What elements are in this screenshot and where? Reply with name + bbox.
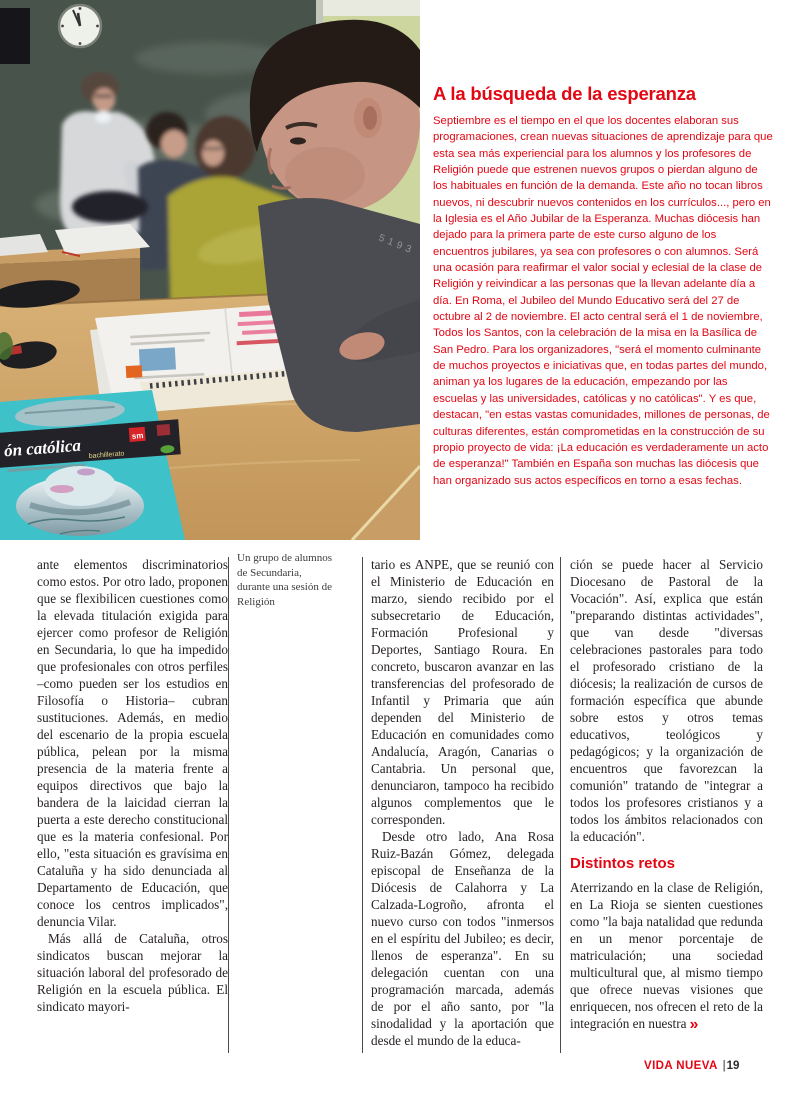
wall-speaker: [0, 8, 30, 64]
subhead-distintos-retos: Distintos retos: [570, 855, 676, 872]
column3-paragraph-2: Aterrizando en la clase de Religión, en La Rioja se sienten cuestiones como "la baja natalidad que redunda en un menor porcentaje de matriculación; una sociedad multicultural que, al mismo tiempo que ofrece nuevas visiones que enriquecen, nos ofrecen el reto de la integración en nuestra »: [570, 879, 763, 1033]
column2-paragraph-2: Desde otro lado, Ana Rosa Ruiz-Bazán Gómez, delegada episcopal de Enseñanza de la Diócesis de Calahorra y La Calzada-Logroño, afronta el nuevo curso con todos "inmersos en el espíritu del Jubileo; es decir, llenos de esperanza". En su delegación cuentan con una programación marcada, además de por el año santo, por "la sinodalidad y la aportación que desde el mundo de la educa-: [371, 829, 554, 1048]
clock-icon: [59, 5, 101, 47]
book-title: ón católica: [3, 435, 82, 461]
body-column-3: [570, 556, 763, 1033]
intro-body: Septiembre es el tiempo en el que los docentes elaboran sus programaciones, crean nuevas situaciones de aprendizaje para que esta sea más experiencial para los alumnos y los profesores de Religión puede que estrenen nuevos grupos o pierdan alguno de los habituales en función de la demanda. Este año no tocan libros nuevos, ni descubrir nuevos contenidos en los currículos..., pero en la Iglesia es el Año Jubilar de la Esperanza. Muchas diócesis han dejado para la primera parte de este curso alguno de los encuentros jubilares, ya sea con profesores o con alumnos. Será una ocasión para reafirmar el valor social y eclesial de la clase de Religión y reivindicar a las personas que la llevan adelante día a día. En Roma, el Jubileo del Mundo Educativo será del 27 de octubre al 2 de noviembre. El acto central será el 1 de noviembre, Todos los Santos, con la celebración de la misa en la Basílica de San Pedro. Para los organizadores, "será el momento culminante de muchos proyectos e iniciativas que, en todas partes del mundo, animan ya los lugares de la educación, empezando por las escuelas y las universidades, católicas y no católicas". Y es que, destacan, "en estas vastas comunidades, millones de personas, de culturas diferentes, están comprometidas en la construcción de su propio proyecto de vida: ¡La educación es verdaderamente un acto de esperanza!" También en España son muchas las diócesis que han organizado sus actos específicos en torno a esas fechas.: [433, 114, 773, 487]
column1-paragraph-1: ante elementos discriminatorios como estos. Por otro lado, proponen que se flexibilicen cuestiones como la elevada titulación exigida para ejercer como profesor de Religión en Secundaria, lo que ha impedido que profesionales con otros perfiles –como pueden ser los estudios en Filosofía o Historia– cubran sustituciones. Además, en medio del escenario de la propia escuela pública, pelean por la misma presencia de la materia frente a equipos directivos que bajo la bandera de la laicidad cierran la puerta a este derecho constitucional que es la materia confesional. Por ello, "esta situación es gravísima en Cataluña y ha sido denunciada al Departamento de Educación, que conoce los centros implicados", denuncia Vilar.: [37, 557, 228, 929]
column-rule: [362, 557, 363, 1053]
intro-section: [433, 84, 773, 489]
body-column-1: [37, 556, 228, 1015]
classroom-photo: [0, 0, 420, 540]
book-subtitle: bachillerato: [88, 450, 125, 461]
column2-paragraph-1: tario es ANPE, que se reunió con el Ministerio de Educación en marzo, siendo recibido por el subsecretario de Educación, Formación Profesional y Deportes, Santiago Roura. En concreto, buscaron avanzar en las transferencias del profesorado de Infantil y Primaria que aún dependen del Ministerio de Educación en comunidades como Andalucía, Aragón, Canarias o Cantabria. Un personal que, denunciaron, tampoco ha recibido algunos complementos que le corresponden.: [371, 557, 554, 827]
svg-text:sm: sm: [131, 430, 144, 441]
sweater-print: 5193: [376, 232, 417, 258]
continuation-arrow-icon: »: [689, 1015, 697, 1033]
classroom-photo-art: [0, 0, 420, 540]
column3-paragraph-1: ción se puede hacer al Servicio Diocesano de Pastoral de la Vocación". Así, explica que están "preparando distintas actividades", que van desde "diversas celebraciones pastorales para todo el profesorado cristiano de la diócesis; la realización de cursos de formación específica que abunde sobre estos y otros temas educativos, teológicos y pedagógicos; y la organización de encuentros que favorezcan la comunión" tratando de "integrar a todos los profesores cristianos y a todos los ámbitos relacionados con la educación".: [570, 557, 763, 844]
footer-separator: |: [722, 1060, 726, 1072]
footer-page-number: 19: [726, 1060, 740, 1072]
footer-brand: VIDA NUEVA: [644, 1060, 718, 1072]
photo-caption: Un grupo de alumnos de Secundaria, durante una sesión de Religión: [237, 552, 333, 608]
column1-paragraph-2: Más allá de Cataluña, otros sindicatos buscan mejorar la situación laboral del profesorado de Religión en la escuela pública. El sindicato mayori-: [37, 931, 228, 1014]
column-rule: [228, 557, 229, 1053]
page-footer: [644, 1061, 739, 1073]
body-column-2: [371, 556, 554, 1049]
column-rule: [560, 557, 561, 1053]
intro-title: A la búsqueda de la esperanza: [433, 83, 696, 104]
